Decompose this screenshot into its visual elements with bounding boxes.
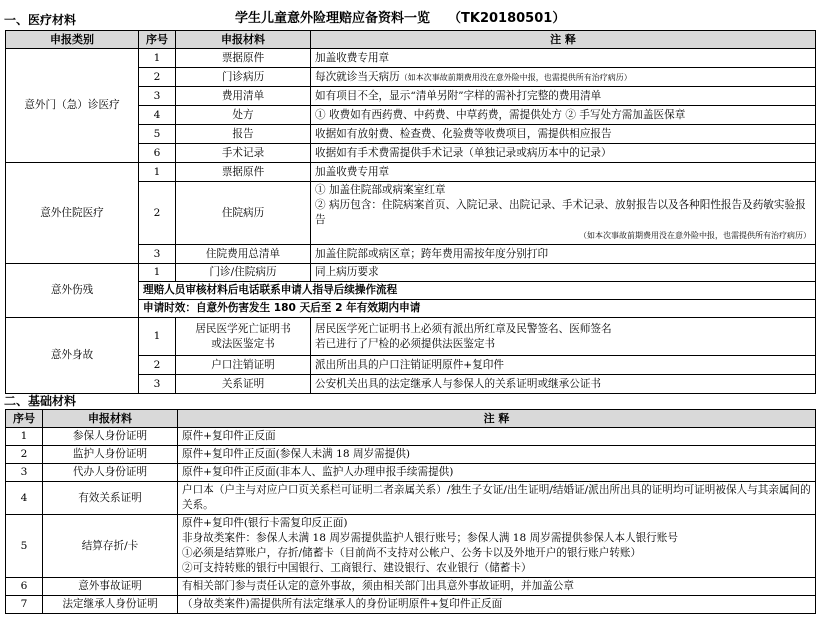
- row-note: ① 收费如有西药费、中药费、中草药费，需提供处方 ② 手写处方需加盖医保章: [311, 106, 816, 125]
- row-note: 加盖住院部或病区章；跨年费用需按年度分别打印: [311, 245, 816, 264]
- row-note: 收据如有手术费需提供手术记录（单独记录或病历本中的记录）: [311, 144, 816, 163]
- row-no: 7: [6, 596, 43, 614]
- note-line: 有相关部门参与责任认定的意外事故，须由相关部门出具意外事故证明，并加盖公章: [182, 580, 574, 592]
- note-line: ② 病历包含：住院病案首页、入院记录、出院记录、手术记录、放射报告以及各种阳性报告及药敏实验报告: [315, 199, 806, 226]
- row-material: 意外事故证明: [43, 578, 178, 596]
- header-note: 注 释: [178, 410, 816, 428]
- table-row: [6, 264, 816, 282]
- note-small: （如本次事故前期费用没在意外险中报，也需提供所有治疗病历）: [579, 231, 811, 240]
- row-no: 4: [6, 482, 43, 515]
- note-line: 原件+复印件正反面(参保人未满 18 周岁需提供): [182, 448, 411, 460]
- note-line: 居民医学死亡证明书上必须有派出所红章及民警签名、医师签名: [315, 322, 612, 335]
- table-row: [6, 163, 816, 182]
- row-no: 2: [139, 182, 176, 245]
- category-inpatient: 意外住院医疗: [6, 163, 139, 264]
- basic-materials-table: [5, 409, 816, 614]
- table-header-row: [6, 31, 816, 49]
- row-material: 费用清单: [176, 87, 311, 106]
- header-category: 申报类别: [6, 31, 139, 49]
- note-main: 每次就诊当天病历: [315, 70, 400, 83]
- note-line: 原件+复印件正反面: [182, 430, 276, 442]
- row-material: 报告: [176, 125, 311, 144]
- basic-rows: [6, 428, 816, 614]
- row-note: [178, 464, 816, 482]
- header-note: 注 释: [311, 31, 816, 49]
- title-text: 学生儿童意外险理赔应备资料一览: [235, 11, 431, 26]
- table-row: [6, 515, 816, 578]
- row-note: [178, 482, 816, 515]
- category-outpatient: 意外门（急）诊医疗: [6, 49, 139, 163]
- medical-materials-table: [5, 30, 816, 394]
- row-note: [311, 182, 816, 245]
- row-material: [176, 318, 311, 356]
- row-material: 门诊/住院病历: [176, 264, 311, 282]
- row-no: 4: [139, 106, 176, 125]
- row-no: 1: [6, 428, 43, 446]
- note-line: ①必须是结算账户，存折/储蓄卡（目前尚不支持对公帐户、公务卡以及外地开户的银行账户转账）: [182, 547, 642, 559]
- note-line: 原件+复印件正反面(非本人、监护人办理申报手续需提供): [182, 466, 454, 478]
- note-line: 户口本（户主与对应户口页关系栏可证明二者亲属关系）/独生子女证/出生证明/结婚证/派出所出具的证明均可证明被保人与其亲属间的关系。: [182, 484, 811, 511]
- category-injury: 意外伤残: [6, 264, 139, 318]
- row-material: 参保人身份证明: [43, 428, 178, 446]
- table-row: [6, 428, 816, 446]
- row-no: 1: [139, 264, 176, 282]
- row-no: 3: [139, 375, 176, 394]
- row-note: 同上病历要求: [311, 264, 816, 282]
- note-line: 若已进行了尸检的必须提供法医鉴定书: [315, 337, 496, 350]
- row-material: 手术记录: [176, 144, 311, 163]
- header-no: 序号: [6, 410, 43, 428]
- row-material: 门诊病历: [176, 68, 311, 87]
- material-line: 居民医学死亡证明书: [195, 322, 291, 335]
- row-note: 派出所出具的户口注销证明原件+复印件: [311, 356, 816, 375]
- table-row: [6, 578, 816, 596]
- header-no: 序号: [139, 31, 176, 49]
- table-row: [6, 318, 816, 356]
- row-no: 6: [139, 144, 176, 163]
- table-row: [6, 464, 816, 482]
- row-no: 1: [139, 163, 176, 182]
- row-no: 5: [6, 515, 43, 578]
- material-line: 或法医鉴定书: [211, 337, 275, 350]
- row-no: 3: [6, 464, 43, 482]
- row-material: 代办人身份证明: [43, 464, 178, 482]
- row-note: 如有项目不全，显示“清单另附”字样的需补打完整的费用清单: [311, 87, 816, 106]
- note-line: （身故类案件)需提供所有法定继承人的身份证明原件+复印件正反面: [182, 598, 503, 610]
- row-note: [311, 68, 816, 87]
- row-note: [178, 596, 816, 614]
- document-title: [235, 7, 755, 26]
- row-material: 结算存折/卡: [43, 515, 178, 578]
- row-note: [178, 428, 816, 446]
- table-row: [6, 482, 816, 515]
- row-material: 住院费用总清单: [176, 245, 311, 264]
- section-heading-medical: 一、医疗材料: [4, 13, 77, 27]
- row-material: 住院病历: [176, 182, 311, 245]
- row-no: 6: [6, 578, 43, 596]
- note-line: ① 加盖住院部或病案室红章: [315, 184, 446, 196]
- injury-notice-contact: 理赔人员审核材料后电话联系申请人指导后续操作流程: [139, 282, 816, 300]
- row-material: 监护人身份证明: [43, 446, 178, 464]
- header-material: 申报材料: [176, 31, 311, 49]
- row-note: 加盖收费专用章: [311, 163, 816, 182]
- row-material: 户口注销证明: [176, 356, 311, 375]
- row-note: [311, 318, 816, 356]
- row-no: 5: [139, 125, 176, 144]
- category-death: 意外身故: [6, 318, 139, 394]
- row-material: 票据原件: [176, 49, 311, 68]
- table-row: [6, 596, 816, 614]
- note-small: （如本次事故前期费用没在意外险中报，也需提供所有治疗病历）: [399, 72, 632, 82]
- row-material: 票据原件: [176, 163, 311, 182]
- note-line: 原件+复印件(银行卡需复印反正面): [182, 517, 348, 529]
- note-line: ②可支持转账的银行中国银行、工商银行、建设银行、农业银行（储蓄卡）: [182, 562, 532, 574]
- row-note: [178, 515, 816, 578]
- row-no: 3: [139, 245, 176, 264]
- row-material: 有效关系证明: [43, 482, 178, 515]
- section-heading-basic: 二、基础材料: [4, 394, 77, 408]
- row-no: 2: [6, 446, 43, 464]
- document-code: （TK20180501）: [448, 11, 566, 26]
- row-no: 2: [139, 68, 176, 87]
- header-material: 申报材料: [43, 410, 178, 428]
- row-material: 关系证明: [176, 375, 311, 394]
- row-note: 公安机关出具的法定继承人与参保人的关系证明或继承公证书: [311, 375, 816, 394]
- row-no: 1: [139, 49, 176, 68]
- injury-notice-deadline: 申请时效：自意外伤害发生 180 天后至 2 年有效期内申请: [139, 300, 816, 318]
- row-no: 2: [139, 356, 176, 375]
- note-line: 非身故类案件：参保人未满 18 周岁需提供监护人银行账号；参保人满 18 周岁需提供参保人本人银行账号: [182, 532, 678, 544]
- row-note: 收据如有放射费、检查费、化验费等收费项目，需提供相应报告: [311, 125, 816, 144]
- row-note: [178, 578, 816, 596]
- row-no: 3: [139, 87, 176, 106]
- row-material: 法定继承人身份证明: [43, 596, 178, 614]
- row-no: 1: [139, 318, 176, 356]
- row-note: [178, 446, 816, 464]
- table-header-row: [6, 410, 816, 428]
- row-material: 处方: [176, 106, 311, 125]
- table-row: [6, 49, 816, 68]
- table-row: [6, 446, 816, 464]
- row-note: 加盖收费专用章: [311, 49, 816, 68]
